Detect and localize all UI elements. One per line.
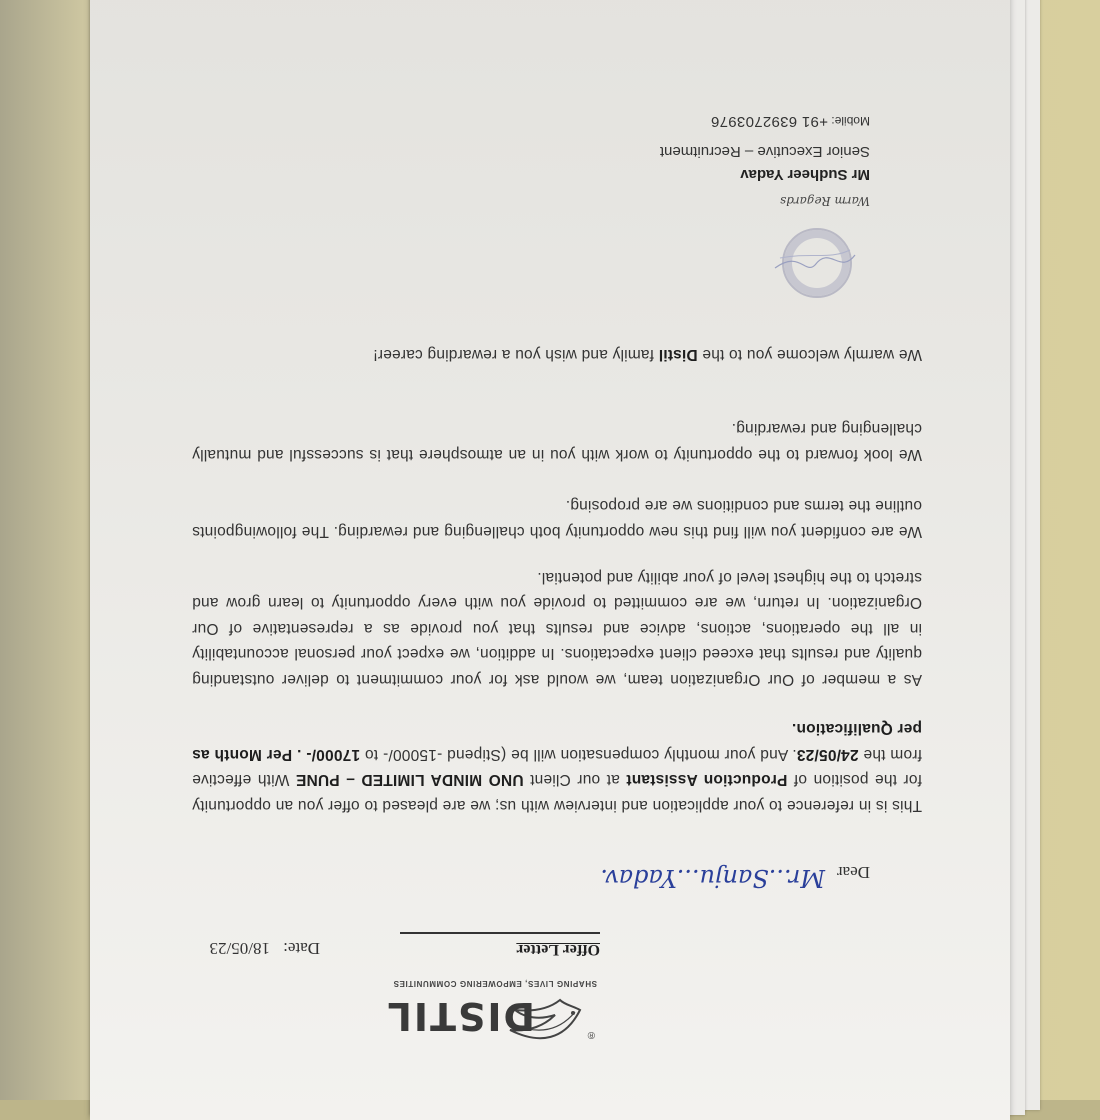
client-name: UNO MINDA LIMITED – PUNE xyxy=(295,771,524,789)
signer-name: Mr Sudheer Yadav xyxy=(740,166,870,183)
para5-text: We warmly welcome you to the xyxy=(697,346,922,363)
stipend-text: 17000/- . Per Month as per Qualification. xyxy=(192,720,922,763)
para1-text: This is in reference to your application and interview with us; we are pleased to offer you an opportunity for the position of xyxy=(192,771,922,814)
effective-date: 24/05/23 xyxy=(796,746,859,763)
para1-text: With effective from the xyxy=(192,746,922,789)
paragraph-commitment: As a member of Our Organization team, we would ask for your commitment to deliver outstanding quality and results that exceed client expectations. In addition, we expect your personal accountability in all the operations, actions, advice and results that you provide as a representative of Our Organization. In return, we are committed to provide you with every opportunity to learn grow and stretch to the highest level of your ability and potential. xyxy=(192,569,922,688)
paragraph-confidence: We are confident you will find this new opportunity both challenging and rewarding. The followingpoints outline the terms and conditions we are proposing. xyxy=(192,497,922,540)
para5-text: family and wish you a rewarding career! xyxy=(373,346,659,363)
brand-wordmark: DISTIL xyxy=(385,994,535,1038)
signature-scribble xyxy=(770,240,860,280)
paragraph-look-forward: We look forward to the opportunity to work with you in an atmosphere that is successful and mutually challenging and rewarding. xyxy=(192,420,922,463)
para1-text: at our Client xyxy=(523,771,627,789)
position-name: Production Assistant xyxy=(626,771,788,789)
salutation: Dear xyxy=(836,863,870,882)
signer-mobile xyxy=(711,113,870,130)
mobile-label: Mobile: xyxy=(831,114,870,128)
paragraph-offer-details xyxy=(192,716,922,818)
brand-mention: Distil xyxy=(658,346,698,363)
closing-regards: Warm Regards xyxy=(780,194,870,208)
date-label: Date: xyxy=(283,939,320,958)
offer-letter-page xyxy=(90,0,1010,1120)
company-logo xyxy=(370,970,630,1060)
para1-text: . And your monthly compensation will be (Stipend -15000/- to xyxy=(360,746,797,763)
title-underline xyxy=(400,932,600,934)
offer-letter-title: Offer Letter xyxy=(516,941,600,958)
handwritten-recipient-name: Mr...Sanju...Yadav. xyxy=(600,864,825,892)
signer-title: Senior Executive – Recruitment xyxy=(659,143,870,160)
mobile-number: +91 6392703976 xyxy=(710,113,828,130)
trademark-mark: ® xyxy=(587,1029,595,1040)
paragraph-welcome xyxy=(192,342,922,368)
brand-tagline: SHAPING LIVES, EMPOWERING COMMUNITIES xyxy=(393,979,597,988)
date-value: 18/05/23 xyxy=(209,939,270,958)
